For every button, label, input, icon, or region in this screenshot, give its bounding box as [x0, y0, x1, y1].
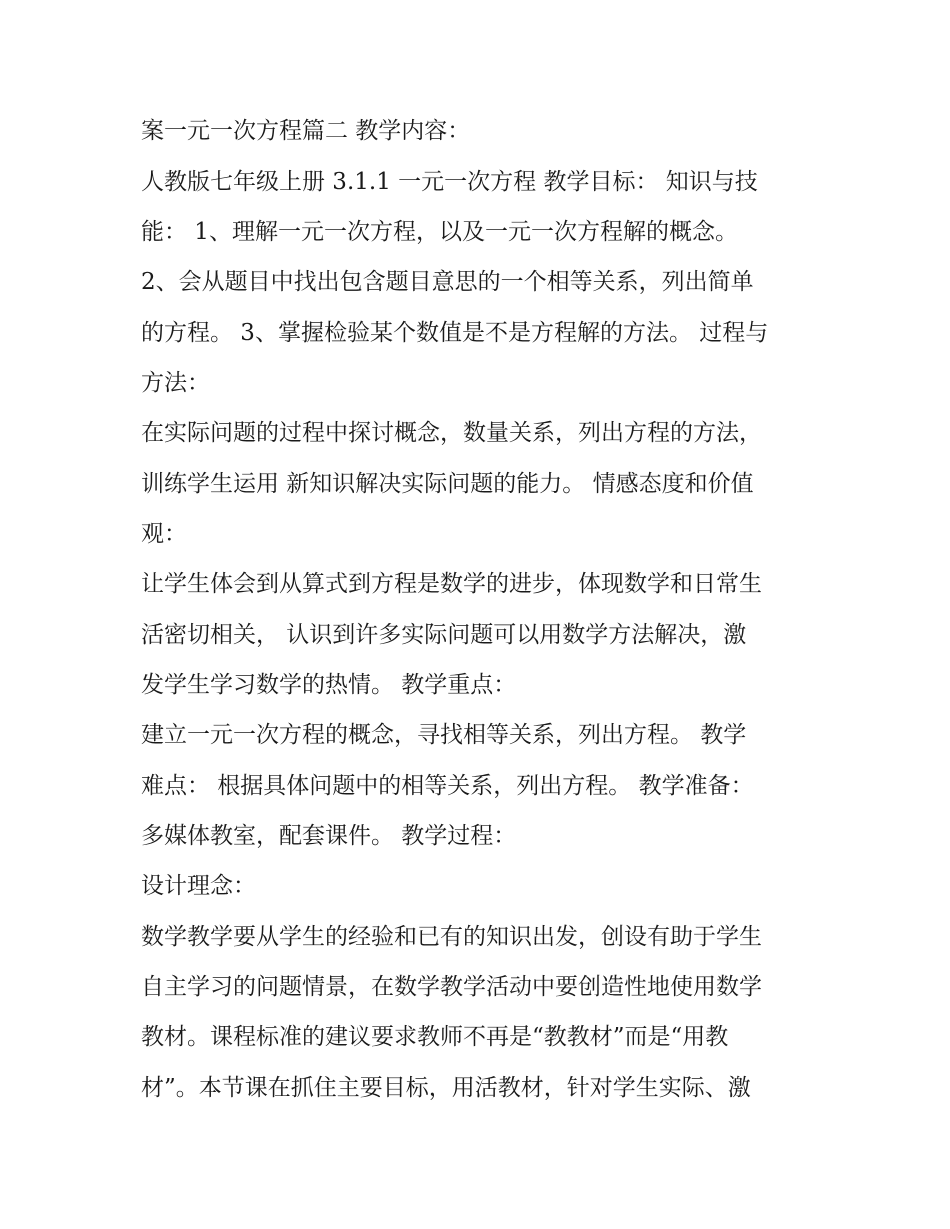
text-line: 的方程。 3、掌握检验某个数值是不是方程解的方法。 过程与: [141, 320, 769, 346]
text-line: 活密切相关， 认识到许多实际问题可以用数学方法解决，激: [141, 622, 747, 648]
text-line: 数学教学要从学生的经验和已有的知识出发，创设有助于学生: [141, 924, 762, 950]
text-line: 2、会从题目中找出包含题目意思的一个相等关系，列出简单: [141, 269, 754, 295]
text-line: 自主学习的问题情景，在数学教学活动中要创造性地使用数学: [141, 974, 762, 1000]
text-line: 教材。课程标准的建议要求教师不再是“教教材”而是“用教: [141, 1024, 729, 1050]
text-line: 发学生学习数学的热情。 教学重点：: [141, 672, 517, 698]
text-line: 能： 1、理解一元一次方程，以及一元一次方程解的概念。: [141, 219, 738, 245]
text-line: 案一元一次方程篇二 教学内容：: [141, 118, 471, 144]
text-line: 难点： 根据具体问题中的相等关系，列出方程。 教学准备：: [141, 773, 754, 799]
text-line: 让学生体会到从算式到方程是数学的进步，体现数学和日常生: [141, 571, 762, 597]
text-line: 训练学生运用 新知识解决实际问题的能力。 情感态度和价值: [141, 471, 754, 497]
text-line: 方法：: [141, 370, 210, 396]
text-line: 材”。本节课在抓住主要目标，用活教材，针对学生实际、激: [141, 1075, 751, 1101]
text-line: 多媒体教室，配套课件。 教学过程：: [141, 823, 517, 849]
text-line: 设计理念：: [141, 873, 256, 899]
text-line: 在实际问题的过程中探讨概念，数量关系，列出方程的方法，: [141, 420, 762, 446]
text-line: 人教版七年级上册 3.1.1 一元一次方程 教学目标： 知识与技: [141, 169, 758, 195]
text-line: 建立一元一次方程的概念，寻找相等关系，列出方程。 教学: [141, 722, 747, 748]
text-line: 观：: [141, 521, 187, 547]
